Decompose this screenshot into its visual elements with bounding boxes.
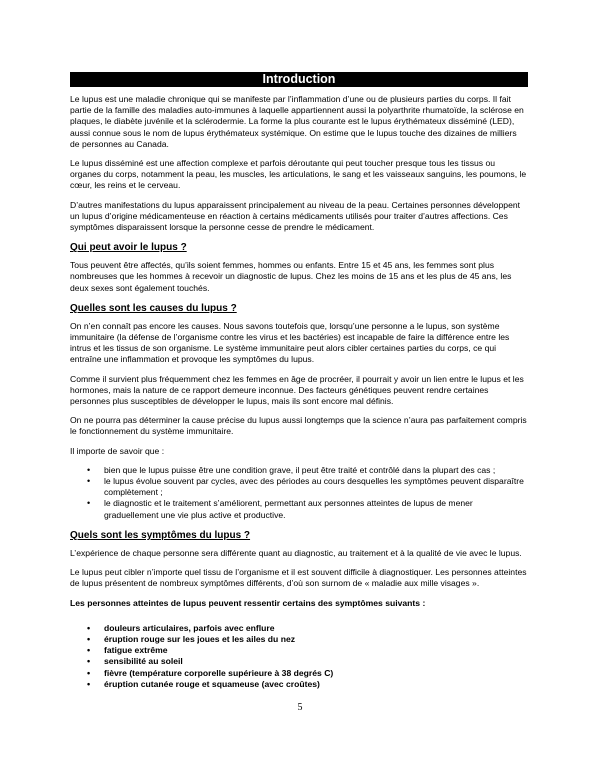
page-number: 5 [297,702,303,713]
symptoms-heading: Quels sont les symptômes du lupus ? [70,529,251,541]
list-item: • fatigue extrême [70,645,528,656]
causes-paragraph-1: On n’en connaît pas encore les causes. Nous savons toutefois que, lorsqu’une personne a le lupus, son système immunitaire (la défense de l’organisme contre les virus et les bactéries) est incapable de faire la différence entre les intrus et les tissus de son organisme. Le système immunitaire peut alors cibler certaines parties du corps, ce qui entraîne une inflammation et provoque les symptômes du lupus. [70,320,510,365]
causes-paragraph-4: Il importe de savoir que : [70,445,165,456]
intro-paragraph-2: Le lupus disséminé est une affection complexe et parfois déroutante qui peut toucher presque tous les tissus ou organes du corps, notamment la peau, les muscles, les articulations, le sang et les vaisseaux sanguins, les poumons, le cœur, les reins et le cerveau. [70,158,527,191]
page-content [70,72,528,698]
list-item: • éruption rouge sur les joues et les ailes du nez [70,634,528,645]
symptoms-paragraph-2: Le lupus peut cibler n’importe quel tissu de l’organisme et il est souvent difficile à diagnostiquer. Les personnes atteintes de lupus présentent de nombreux symptômes différents, d’où son surnom de « maladie aux mille visages ». [70,567,527,589]
list-item: • le lupus évolue souvent par cycles, avec des périodes au cours desquelles les symptômes peuvent disparaître complètement ; [70,476,528,498]
symptoms-lead: Les personnes atteintes de lupus peuvent ressentir certains des symptômes suivants : [70,597,426,608]
causes-heading: Quelles sont les causes du lupus ? [70,302,237,314]
symptoms-bullet-list [70,623,528,690]
who-paragraph: Tous peuvent être affectés, qu’ils soient femmes, hommes ou enfants. Entre 15 et 45 ans, les femmes sont plus nombreuses que les hommes à recevoir un diagnostic de lupus. Chez les moins de 15 ans et les plus de 45 ans, les deux sexes sont également touchés. [70,260,512,293]
who-heading: Qui peut avoir le lupus ? [70,242,187,254]
symptoms-paragraph-1: L’expérience de chaque personne sera différente quant au diagnostic, au traitement et à la qualité de vie avec le lupus. [70,547,522,558]
section-title-banner: Introduction [70,72,528,87]
list-item: • bien que le lupus puisse être une condition grave, il peut être traité et contrôlé dans la plupart des cas ; [70,465,528,476]
list-item: • le diagnostic et le traitement s’améliorent, permettant aux personnes atteintes de lupus de mener graduellement une vie plus active et productive. [70,498,528,520]
causes-paragraph-2: Comme il survient plus fréquemment chez les femmes en âge de procréer, il pourrait y avoir un lien entre le lupus et les hormones, mais la nature de ce rapport demeure inconnue. Des facteurs génétiques peuvent rendre certaines personnes plus susceptibles de développer le lupus, mais ils sont encore mal définis. [70,373,524,407]
causes-bullet-list [70,465,528,521]
intro-paragraph-1: Le lupus est une maladie chronique qui se manifeste par l’inflammation d’une ou de plusieurs parties du corps. Il fait partie de la famille des maladies auto-immunes à laquelle appartiennent aussi la polyarthrite rhumatoïde, la sclérose en plaques, le diabète juvénile et la sclérodermie. La forme la plus courante est le lupus érythémateux disséminé (LED), aussi connue sous le nom de lupus érythémateux systémique. On estime que le lupus touche des dizaines de milliers de personnes au Canada. [70,94,524,149]
list-item: • fièvre (température corporelle supérieure à 38 degrés C) [70,668,528,679]
list-item: • éruption cutanée rouge et squameuse (avec croûtes) [70,679,528,690]
intro-paragraph-3: D’autres manifestations du lupus apparaissent principalement au niveau de la peau. Certaines personnes développent un lupus d’origine médicamenteuse en réaction à certains médicaments utilisés pour traiter d’autres affections. Ces symptômes disparaissent lorsque la personne cesse de prendre le médicament. [70,199,521,233]
causes-paragraph-3: On ne pourra pas déterminer la cause précise du lupus aussi longtemps que la science n’aura pas parfaitement compris le fonctionnement du système immunitaire. [70,415,527,437]
list-item: • douleurs articulaires, parfois avec enflure [70,623,528,634]
list-item: • sensibilité au soleil [70,656,528,667]
